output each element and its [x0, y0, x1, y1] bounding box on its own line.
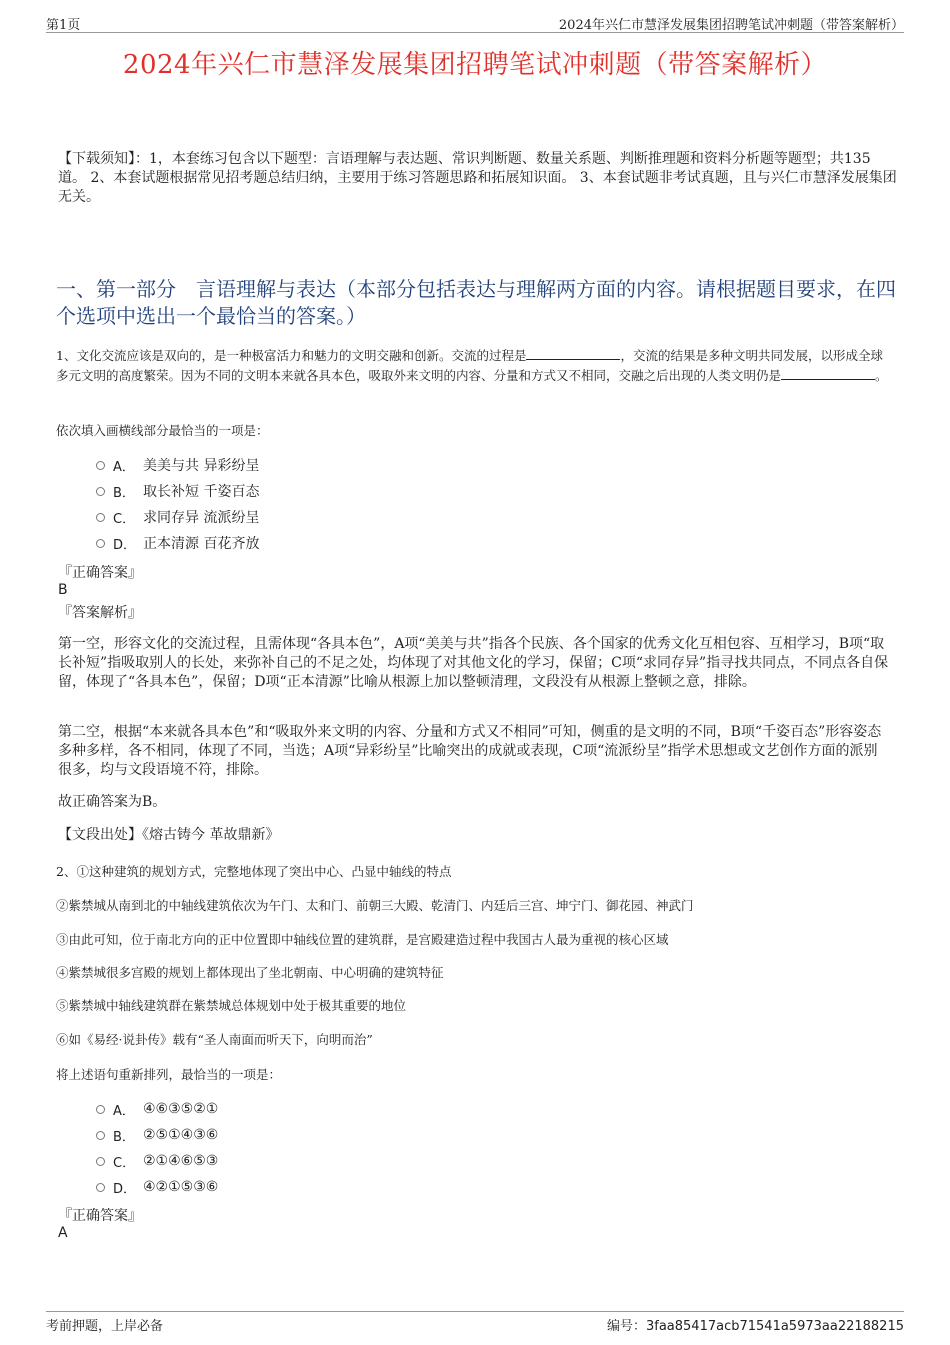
radio-icon[interactable]	[96, 1131, 105, 1140]
statement-6: ⑥如《易经·说卦传》载有“圣人南面而听天下，向明而治”	[56, 1032, 373, 1047]
page-header	[46, 14, 904, 33]
analysis-paragraph-1: 第一空，形容文化的交流过程，且需体现“各具本色”，A项“美美与共”指各个民族、各个国家的优秀文化互相包容、互相学习，B项“取长补短”指吸取别人的长处，来弥补自己的不足之处，均体现了对其他文化的学习，保留；C项“求同存异”指寻找共同点，不同点各自保留，体现了“各具本色”，保留；D项“正本清源”比喻从根源上加以整顿清理，文段没有从根源上整顿之意，排除。	[58, 636, 889, 690]
question-2-options	[96, 1096, 218, 1200]
option-d[interactable]: D． 正本清源 百花齐放	[96, 530, 259, 556]
statement-4: ④紫禁城很多宫殿的规划上都体现出了坐北朝南、中心明确的建筑特征	[56, 965, 444, 980]
statement-1: 2、①这种建筑的规划方式，完整地体现了突出中心、凸显中轴线的特点	[56, 864, 452, 879]
answer-value: B	[58, 582, 68, 598]
radio-icon[interactable]	[96, 1183, 105, 1192]
radio-icon[interactable]	[96, 461, 105, 470]
answer-label: 『正确答案』	[58, 1208, 142, 1224]
statement-5: ⑤紫禁城中轴线建筑群在紫禁城总体规划中处于极其重要的地位	[56, 998, 407, 1013]
answer-label: 『正确答案』	[58, 565, 142, 581]
document-title: 2024年兴仁市慧泽发展集团招聘笔试冲刺题（带答案解析）	[122, 50, 828, 80]
page-number: 第1页	[46, 18, 81, 33]
footer-code: 编号：3faa85417acb71541a5973aa22188215	[606, 1319, 904, 1334]
statement-2: ②紫禁城从南到北的中轴线建筑依次为午门、太和门、前朝三大殿、乾清门、内廷后三宫、坤宁门、御花园、神武门	[56, 898, 694, 913]
question-2-prompt: 将上述语句重新排列，最恰当的一项是：	[56, 1067, 282, 1082]
option-c[interactable]: C． 求同存异 流派纷呈	[96, 504, 259, 530]
option-d[interactable]: D． ④②①⑤③⑥	[96, 1174, 218, 1200]
question-1-stem: 1、文化交流应该是双向的，是一种极富活力和魅力的文明交融和创新。交流的过程是 ，交流的结果是多种文明共同发展，以形成全球多元文明的高度繁荣。因为不同的文明本来就各具本色，吸取外来文明的内容、分量和方式又不相同，交融之后出现的人类文明仍是 。	[56, 348, 888, 383]
answer-value: A	[58, 1225, 68, 1241]
option-b[interactable]: B． ②⑤①④③⑥	[96, 1122, 218, 1148]
option-c[interactable]: C． ②①④⑥⑤③	[96, 1148, 218, 1174]
blank-1	[526, 346, 620, 360]
question-1-options	[96, 452, 259, 556]
radio-icon[interactable]	[96, 1157, 105, 1166]
question-1-prompt: 依次填入画横线部分最恰当的一项是：	[56, 423, 269, 438]
option-b[interactable]: B． 取长补短 千姿百态	[96, 478, 259, 504]
analysis-label: 『答案解析』	[58, 605, 142, 621]
radio-icon[interactable]	[96, 487, 105, 496]
radio-icon[interactable]	[96, 513, 105, 522]
download-notice: 【下载须知】：1，本套练习包含以下题型：言语理解与表达题、常识判断题、数量关系题、判断推理题和资料分析题等题型；共135道。 2、本套试题根据常见招考题总结归纳，主要用于练习答题思路和拓展知识面。 3、本套试题非考试真题，且与兴仁市慧泽发展集团无关。	[58, 151, 897, 205]
page-footer	[46, 1311, 904, 1332]
radio-icon[interactable]	[96, 539, 105, 548]
analysis-conclusion: 故正确答案为B。	[58, 794, 167, 810]
blank-2	[781, 366, 875, 380]
text-source: 【文段出处】《熔古铸今 革故鼎新》	[58, 827, 280, 843]
section-heading: 一、第一部分 言语理解与表达（本部分包括表达与理解两方面的内容。请根据题目要求，在四个选项中选出一个最恰当的答案。）	[56, 277, 896, 328]
header-doc-title: 2024年兴仁市慧泽发展集团招聘笔试冲刺题（带答案解析）	[558, 18, 904, 33]
radio-icon[interactable]	[96, 1105, 105, 1114]
analysis-paragraph-2: 第二空，根据“本来就各具本色”和“吸取外来文明的内容、分量和方式又不相同”可知，侧重的是文明的不同，B项“千姿百态”形容姿态多种多样，各不相同，体现了不同，当选；A项“异彩纷呈”比喻突出的成就或表现，C项“流派纷呈”指学术思想或文艺创作方面的派别很多，均与文段语境不符，排除。	[58, 724, 882, 778]
option-a[interactable]: A． 美美与共 异彩纷呈	[96, 452, 259, 478]
statement-3: ③由此可知，位于南北方向的正中位置即中轴线位置的建筑群，是宫殿建造过程中我国古人最为重视的核心区域	[56, 932, 669, 947]
footer-slogan: 考前押题，上岸必备	[46, 1319, 164, 1334]
option-a[interactable]: A． ④⑥③⑤②①	[96, 1096, 218, 1122]
